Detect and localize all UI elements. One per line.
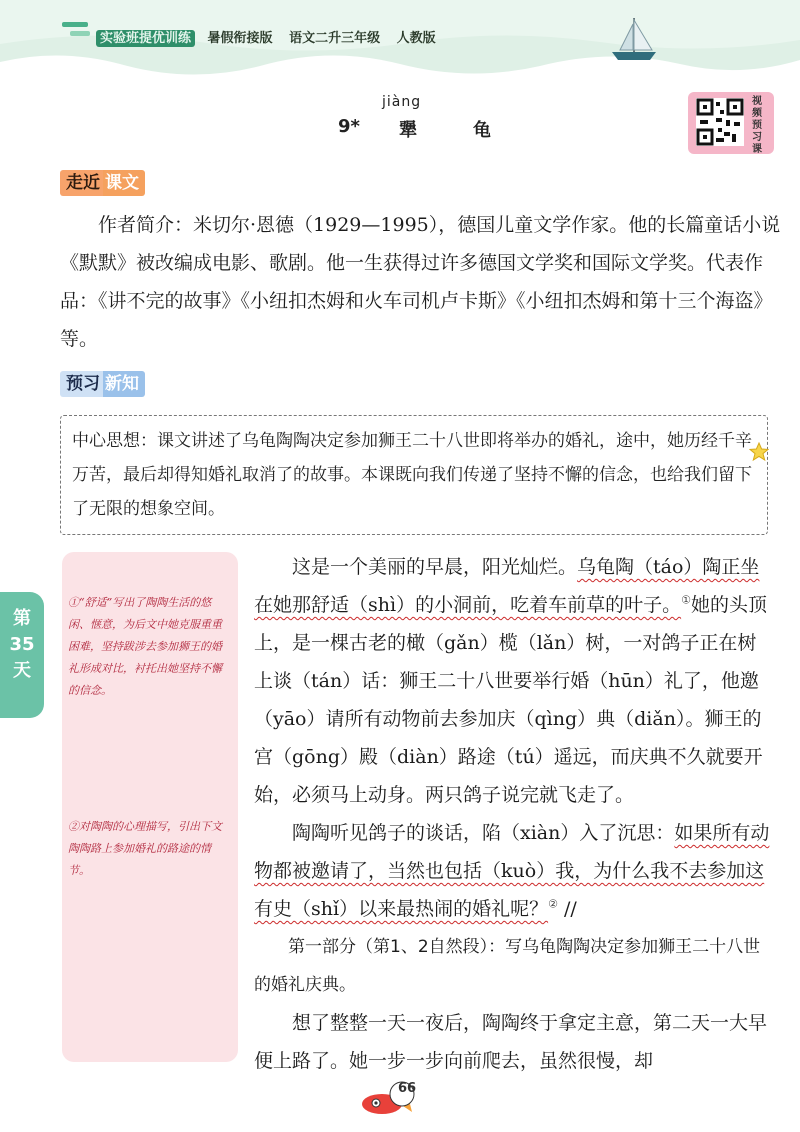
header-text [96, 27, 436, 46]
tag-preview-part-a: 预习 [60, 371, 103, 397]
qr-code-icon [696, 98, 744, 146]
day-tab-char2: 天 [13, 660, 31, 681]
day-tab [0, 592, 44, 718]
p1-opening: 这是一个美丽的早晨，阳光灿烂。 [292, 556, 578, 578]
star-icon [749, 442, 769, 462]
grade-label: 语文二升三年级 [289, 31, 381, 46]
story-paragraph-3: 想了整整一天一夜后，陶陶终于拿定主意，第二天一大早便上路了。她一步一步向前爬去，虽然很慢，却 [254, 1012, 768, 1072]
p1-continuation: 她的头顶上，是一棵古老的橄（gǎn）榄（lǎn）树，一对鸽子正在树上谈（tán）话：狮王二十八世要举行婚（hūn）礼了，他邀（yāo）请所有动物前去参加庆（qìng）典（diǎn）。狮王的宫（gōng）殿（diàn）路途（tú）遥远，而庆典不久就要开始，必须马上动身。两只鸽子说完就飞走了。 [254, 594, 767, 806]
day-tab-char1: 第 [13, 608, 31, 629]
tag-intro-part-a: 走近 [60, 170, 103, 196]
qr-code-card[interactable] [688, 92, 774, 154]
page-number: 66 [398, 1081, 417, 1096]
part-summary: 第一部分（第1、2自然段）：写乌龟陶陶决定参加狮王二十八世的婚礼庆典。 [254, 937, 761, 995]
section-tag-intro [60, 170, 145, 196]
author-intro: 作者简介：米切尔·恩德（1929—1995），德国儿童文学作家。他的长篇童话小说《默默》被改编成电影、歌剧。他一生获得过许多德国文学奖和国际文学奖。代表作品：《讲不完的故事》《小纽扣杰姆和火车司机卢卡斯》《小纽扣杰姆和第十三个海盗》等。 [60, 214, 781, 350]
section-tag-preview [60, 371, 145, 397]
tag-intro-part-b: 课文 [103, 170, 145, 196]
day-tab-number: 35 [9, 634, 35, 655]
series-brand: 实验班提优训练 [96, 30, 195, 47]
p2-underlined-thought: 如果所有动物都被邀请了，当然也包括（kuò）我，为什么我不去参加这有史（shǐ）以来最热闹的婚礼呢？ [254, 822, 770, 920]
sailboat-icon [606, 14, 662, 64]
edition-label: 暑假衔接版 [207, 31, 273, 46]
central-thought: 中心思想：课文讲述了乌龟陶陶决定参加狮王二十八世即将举办的婚礼，途中，她历经千辛万苦，最后却得知婚礼取消了的故事。本课既向我们传递了坚持不懈的信念，也给我们留下了无限的想象空间。 [72, 431, 752, 519]
publisher-label: 人教版 [396, 31, 436, 46]
p2-opening: 陶陶听见鸽子的谈话，陷（xiàn）入了沉思： [292, 822, 675, 844]
note-marker-1: ① [681, 593, 691, 607]
note-marker-2: ② [548, 897, 558, 911]
title-pinyin: jiàng [382, 94, 422, 110]
qr-label: 视频预习课 [752, 96, 762, 155]
story-text [254, 548, 774, 1080]
tag-preview-part-b: 新知 [103, 371, 145, 397]
part-divider-mark: // [557, 898, 577, 920]
lesson-number: 9* [338, 116, 360, 137]
lesson-title: 犟龟 [399, 120, 547, 141]
story-paragraph-2 [254, 814, 774, 928]
story-paragraph-1 [254, 548, 774, 814]
annotation-note-1: ①“舒适”写出了陶陶生活的悠闲、惬意，为后文中她克服重重困难，坚持跋涉去参加狮王的婚礼形成对比，衬托出她坚持不懈的信念。 [68, 596, 222, 697]
annotation-note-2: ②对陶陶的心理描写，引出下文陶陶路上参加婚礼的路途的情节。 [68, 820, 222, 877]
p1-underlined-sentence: 乌龟陶（táo）陶正坐在她那舒适（shì）的小洞前，吃着车前草的叶子。 [254, 556, 760, 616]
